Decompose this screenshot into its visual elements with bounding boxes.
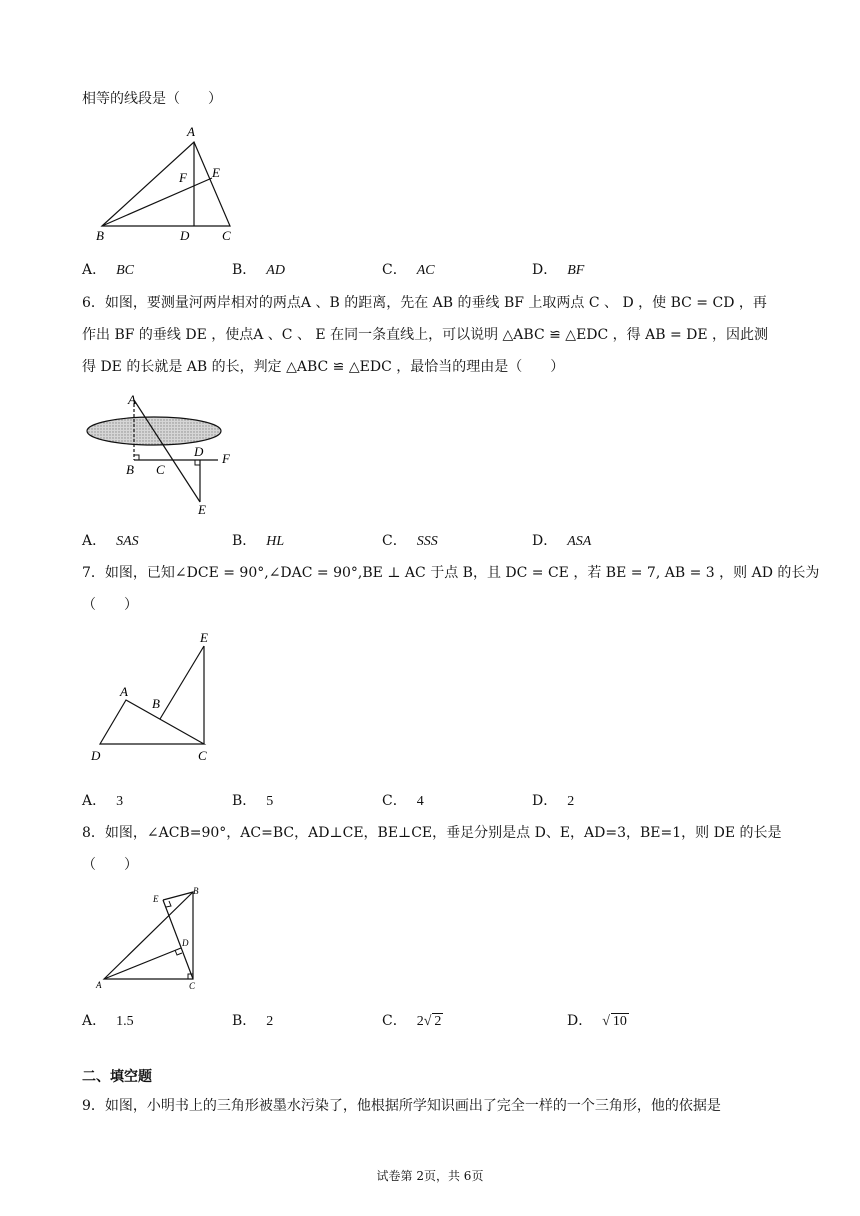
q5-option-b[interactable]: B． AD — [232, 262, 285, 278]
q6-line-2: 作出 BF 的垂线 DE ，使点A 、C 、 E 在同一条直线上，可以说明 △ABC ≌ △EDC ，得 AB = DE ，因此测 — [82, 327, 769, 343]
q7-line-2: （ ） — [82, 597, 138, 613]
q7-figure — [88, 628, 228, 778]
q7-label-e: E — [200, 630, 208, 645]
q5-label-f: F — [179, 170, 187, 185]
q8-label-e: E — [153, 894, 159, 904]
q7-line-1: 7．如图，已知∠DCE = 90°,∠DAC = 90°,BE ⊥ AC 于点 B，且 DC = CE ，若 BE = 7, AB = 3 ，则 AD 的长为 — [82, 565, 820, 581]
q6-option-d[interactable]: D． ASA — [532, 533, 592, 549]
q6-label-e: E — [198, 502, 206, 517]
q5-option-a[interactable]: A． BC — [82, 262, 135, 278]
q5-option-c[interactable]: C． AC — [382, 262, 435, 278]
q5-option-d[interactable]: D． BF — [532, 262, 585, 278]
q6-line-3: 得 DE 的长就是 AB 的长，判定 △ABC ≌ △EDC ，最恰当的理由是（ ） — [82, 359, 565, 375]
q8-option-d[interactable]: D． √ 10 — [567, 1013, 627, 1029]
q7-option-b[interactable]: B． 5 — [232, 793, 274, 809]
q6-label-c: C — [156, 462, 165, 477]
q6-option-b[interactable]: B． HL — [232, 533, 285, 549]
q8-option-c[interactable]: C． 2√ 2 — [382, 1013, 442, 1029]
q8-option-a[interactable]: A． 1.5 — [82, 1013, 134, 1029]
q8-label-b: B — [193, 886, 199, 896]
q5-label-c: C — [222, 228, 231, 243]
q9-line-1: 9．如图，小明书上的三角形被墨水污染了，他根据所学知识画出了完全一样的一个三角形，他的依据是 — [82, 1098, 721, 1114]
q6-option-a[interactable]: A． SAS — [82, 533, 139, 549]
q8-figure — [90, 882, 220, 997]
q5-label-b: B — [96, 228, 104, 243]
q5-stem-tail: 相等的线段是（ ） — [82, 91, 222, 107]
q5-figure — [90, 120, 250, 245]
section-title-fill-in: 二、填空题 — [82, 1069, 152, 1085]
q8-label-d: D — [182, 938, 189, 948]
q8-label-a: A — [96, 980, 102, 990]
q8-label-c: C — [189, 981, 196, 991]
q8-option-b[interactable]: B． 2 — [232, 1013, 274, 1029]
q6-label-d: D — [194, 444, 204, 459]
q8-line-1: 8．如图，∠ACB=90°，AC=BC，AD⊥CE，BE⊥CE，垂足分别是点 D、E，AD=3，BE=1，则 DE 的长是 — [82, 825, 782, 841]
q7-label-d: D — [91, 748, 101, 763]
q6-label-a: A — [128, 392, 136, 407]
q7-label-c: C — [198, 748, 207, 763]
q6-option-c[interactable]: C． SSS — [382, 533, 438, 549]
q7-option-a[interactable]: A． 3 — [82, 793, 124, 809]
q5-label-e: E — [212, 165, 220, 180]
q7-option-d[interactable]: D． 2 — [532, 793, 575, 809]
q5-label-d: D — [180, 228, 190, 243]
q6-figure — [82, 392, 252, 522]
q5-label-a: A — [187, 124, 195, 139]
q7-label-a: A — [120, 684, 128, 699]
q6-label-b: B — [126, 462, 134, 477]
page-footer: 试卷第 2页，共 6页 — [376, 1169, 484, 1183]
q7-label-b: B — [152, 696, 160, 711]
q7-option-c[interactable]: C． 4 — [382, 793, 424, 809]
q6-line-1: 6．如图，要测量河两岸相对的两点A 、B 的距离，先在 AB 的垂线 BF 上取两点 C 、 D ，使 BC = CD ，再 — [82, 295, 767, 311]
q8-line-2: （ ） — [82, 857, 138, 873]
q6-label-f: F — [222, 451, 230, 466]
